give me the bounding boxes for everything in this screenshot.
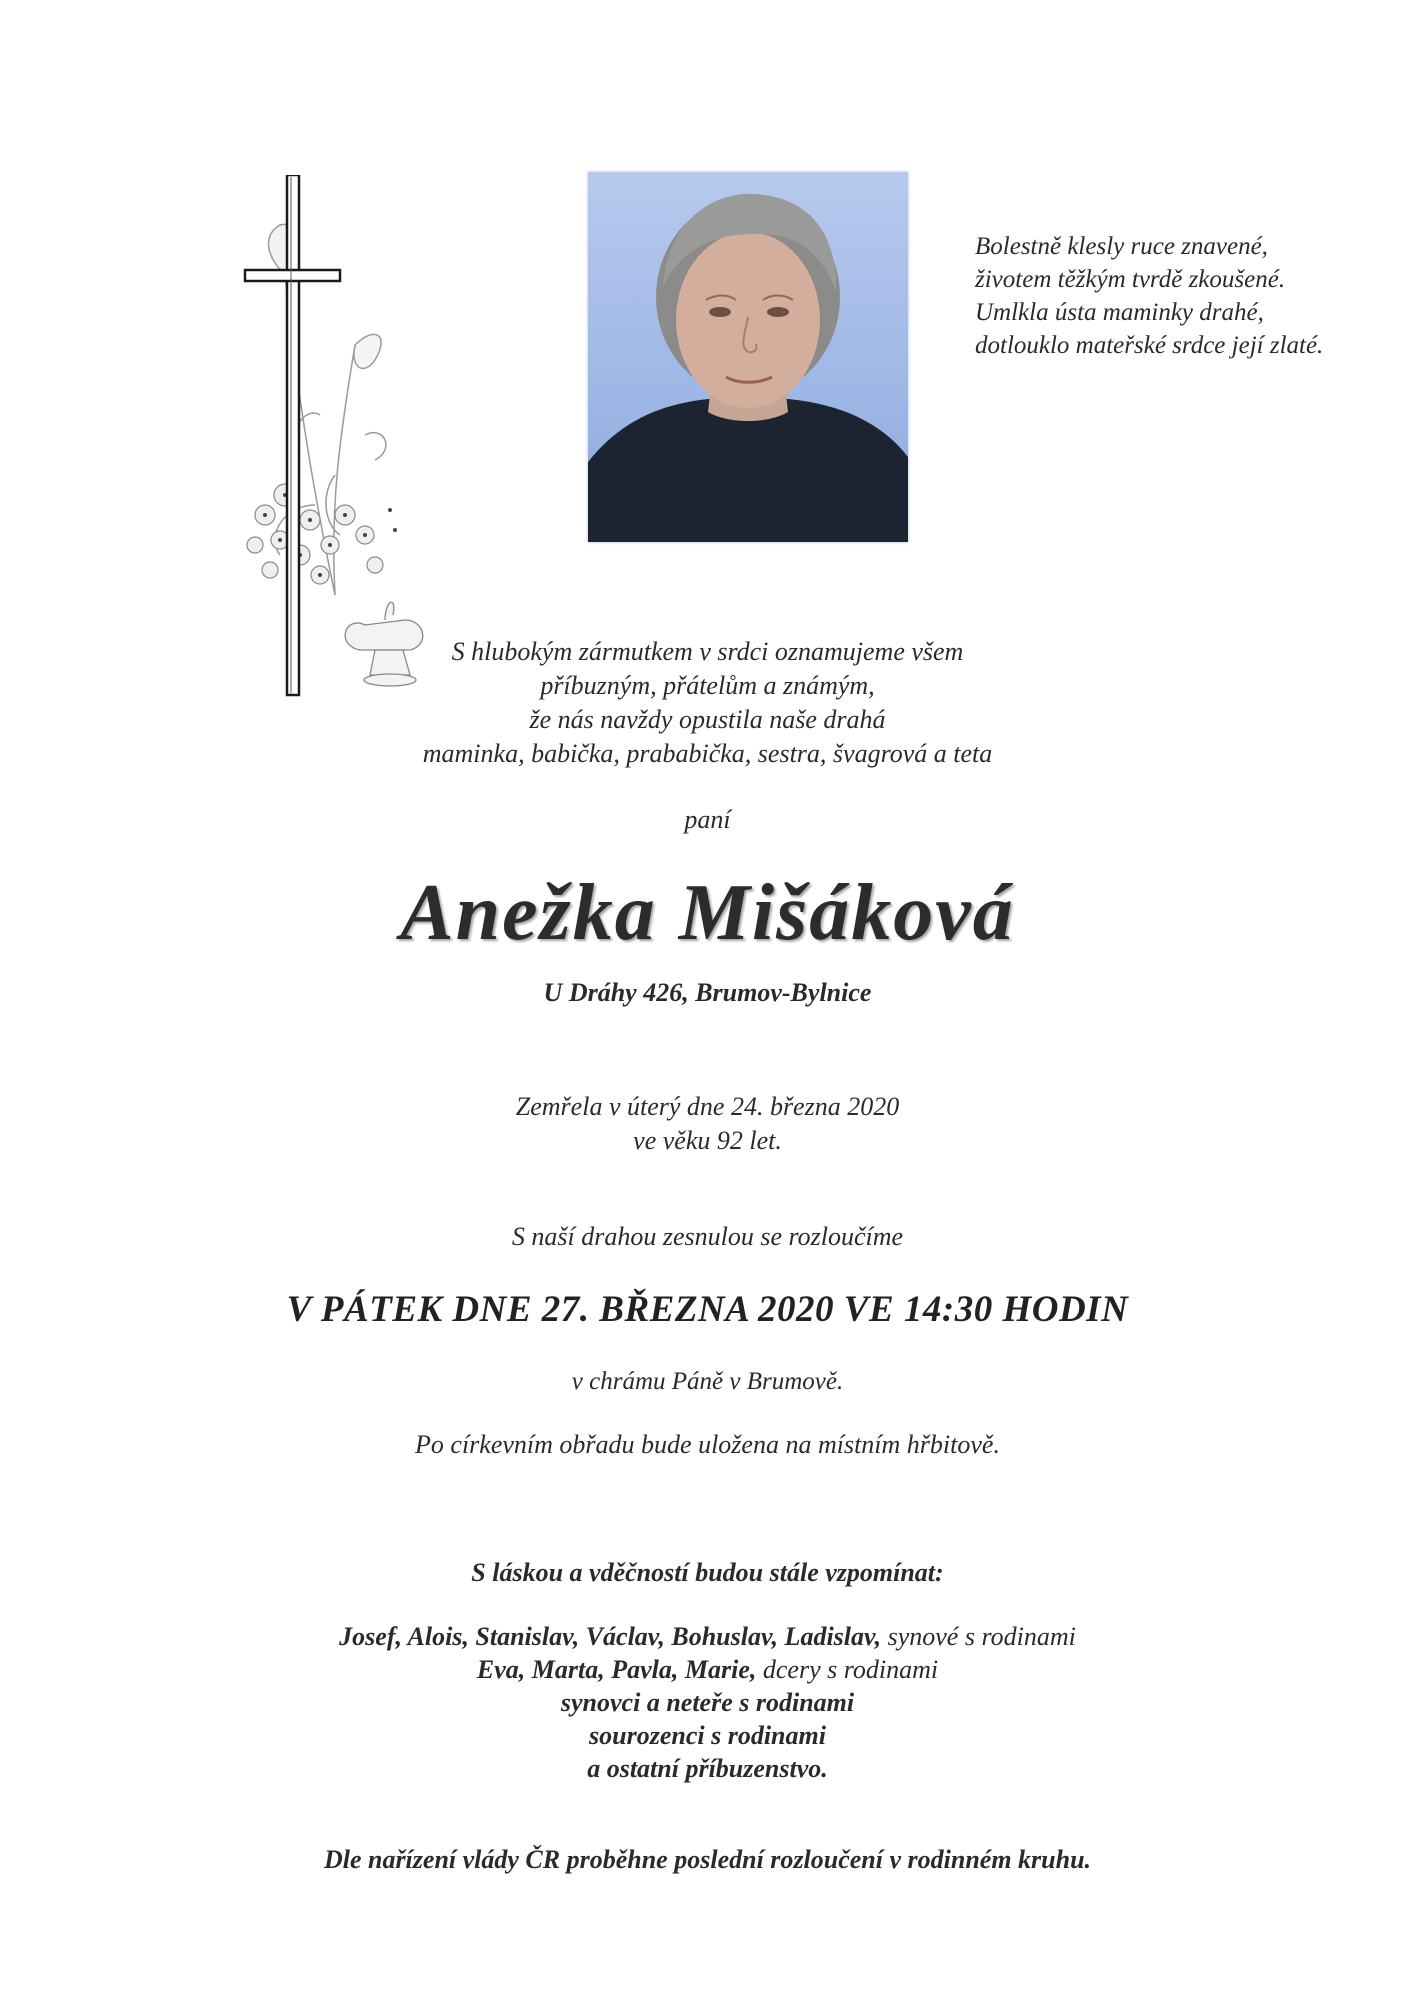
farewell-place: v chrámu Páně v Brumově. xyxy=(571,1368,844,1395)
family-sons xyxy=(0,1620,1415,1653)
portrait-person-icon xyxy=(588,172,908,542)
sons-names: Josef, Alois, Stanislav, Václav, Bohuslav, Ladislav, xyxy=(339,1622,882,1651)
family-relatives xyxy=(0,1752,1415,1785)
intro-line: maminka, babička, prababička, sestra, švagrová a teta xyxy=(422,739,993,768)
deceased-address: U Dráhy 426, Brumov-Bylnice xyxy=(543,978,872,1007)
cross-flowers-icon xyxy=(225,175,455,705)
intro-line: že nás navždy opustila naše drahá xyxy=(529,705,886,734)
remembrance-heading: S láskou a vděčností budou stále vzpomínat: xyxy=(471,1558,944,1587)
relatives-text: a ostatní příbuzenstvo. xyxy=(587,1754,828,1783)
portrait-photo xyxy=(588,172,908,542)
poem-line: Bolestně klesly ruce znavené, xyxy=(975,233,1268,260)
daughters-names: Eva, Marta, Pavla, Marie, xyxy=(476,1655,757,1684)
family-list xyxy=(0,1620,1415,1785)
farewell-intro: S naší drahou zesnulou se rozloučíme xyxy=(511,1222,904,1251)
poem-line: Umlkla ústa maminky drahé, xyxy=(975,299,1264,326)
family-daughters xyxy=(0,1653,1415,1686)
intro-line: příbuzným, přátelům a známým, xyxy=(540,671,875,700)
poem-line: dotlouklo mateřské srdce její zlaté. xyxy=(975,332,1324,359)
family-nephews xyxy=(0,1686,1415,1719)
burial-info: Po církevním obřadu bude uložena na místním hřbitově. xyxy=(415,1430,1000,1459)
announcement-intro xyxy=(0,635,1415,771)
government-notice: Dle nařízení vlády ČR proběhne poslední rozloučení v rodinném kruhu. xyxy=(323,1845,1092,1874)
farewell-datetime: V PÁTEK DNE 27. BŘEZNA 2020 VE 14:30 HODIN xyxy=(286,1289,1129,1330)
family-siblings xyxy=(0,1719,1415,1752)
deceased-name: Anežka Mišáková xyxy=(400,869,1015,957)
death-age: ve věku 92 let. xyxy=(633,1126,782,1155)
title-pani: paní xyxy=(684,805,731,834)
death-info xyxy=(0,1090,1415,1158)
siblings-text: sourozenci s rodinami xyxy=(589,1721,826,1750)
poem xyxy=(975,230,1395,362)
poem-line: životem těžkým tvrdě zkoušené. xyxy=(975,266,1286,293)
nephews-text: synovci a neteře s rodinami xyxy=(560,1688,855,1717)
death-date: Zemřela v úterý dne 24. března 2020 xyxy=(515,1092,900,1121)
daughters-label: dcery s rodinami xyxy=(762,1655,939,1684)
sons-label: synové s rodinami xyxy=(887,1622,1076,1651)
intro-line: S hlubokým zármutkem v srdci oznamujeme všem xyxy=(451,637,964,666)
